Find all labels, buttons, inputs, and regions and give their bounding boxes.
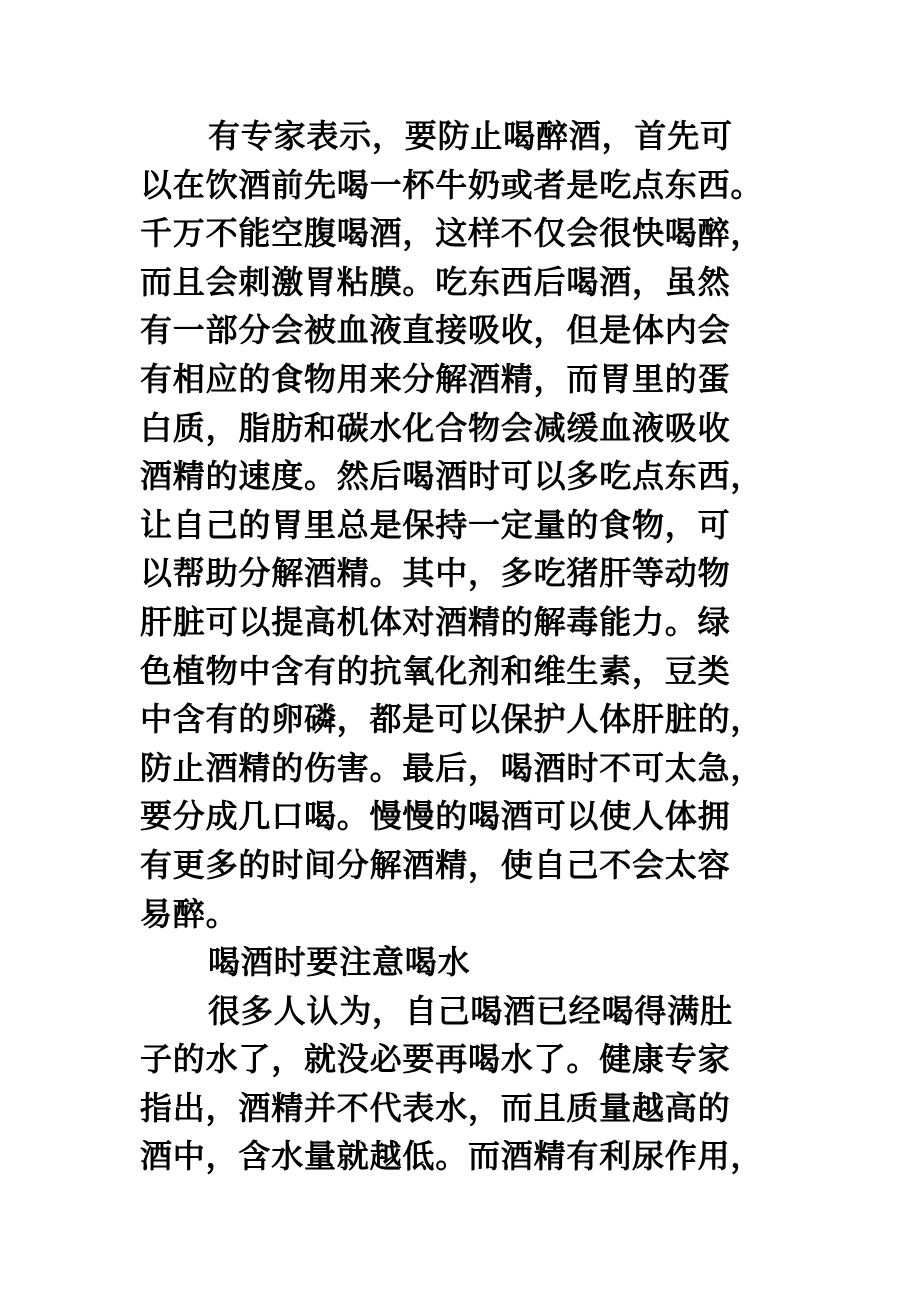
text-line: 千万不能空腹喝酒，这样不仅会很快喝醉，: [140, 214, 764, 253]
text-line: 易醉。: [140, 894, 239, 933]
text-line: 子的水了，就没必要再喝水了。健康专家: [140, 1040, 731, 1079]
text-line: 有一部分会被血液直接吸收，但是体内会: [140, 311, 731, 350]
text-line: 有相应的食物用来分解酒精，而胃里的蛋: [140, 359, 731, 398]
text-line: 有专家表示，要防止喝醉酒，首先可: [208, 117, 733, 155]
text-line: 让自己的胃里总是保持一定量的食物，可: [140, 505, 731, 544]
document-body: [140, 112, 770, 1181]
text-line: 有更多的时间分解酒精，使自己不会太容: [140, 845, 731, 884]
text-line: 色植物中含有的抗氧化剂和维生素，豆类: [140, 651, 731, 690]
text-line: 酒精的速度。然后喝酒时可以多吃点东西，: [140, 457, 764, 496]
text-line: 以在饮酒前先喝一杯牛奶或者是吃点东西。: [140, 165, 764, 204]
section-heading: 喝酒时要注意喝水: [208, 943, 471, 982]
text-line: 酒中，含水量就越低。而酒精有利尿作用，: [140, 1137, 764, 1176]
text-line: 指出，酒精并不代表水，而且质量越高的: [140, 1088, 731, 1127]
text-line: 中含有的卵磷，都是可以保护人体肝脏的，: [140, 700, 764, 739]
paragraph-drink-water: [140, 987, 770, 1181]
text-line: 白质，脂肪和碳水化合物会减缓血液吸收: [140, 408, 731, 447]
text-line: 防止酒精的伤害。最后，喝酒时不可太急，: [140, 748, 764, 787]
text-line: 很多人认为，自己喝酒已经喝得满肚: [208, 991, 733, 1030]
text-line: 以帮助分解酒精。其中，多吃猪肝等动物: [140, 554, 731, 593]
text-line: 要分成几口喝。慢慢的喝酒可以使人体拥: [140, 797, 731, 836]
text-line: 而且会刺激胃粘膜。吃东西后喝酒，虽然: [140, 262, 731, 301]
text-line: 肝脏可以提高机体对酒精的解毒能力。绿: [140, 602, 731, 641]
paragraph-hangover-prevention: [140, 112, 770, 938]
